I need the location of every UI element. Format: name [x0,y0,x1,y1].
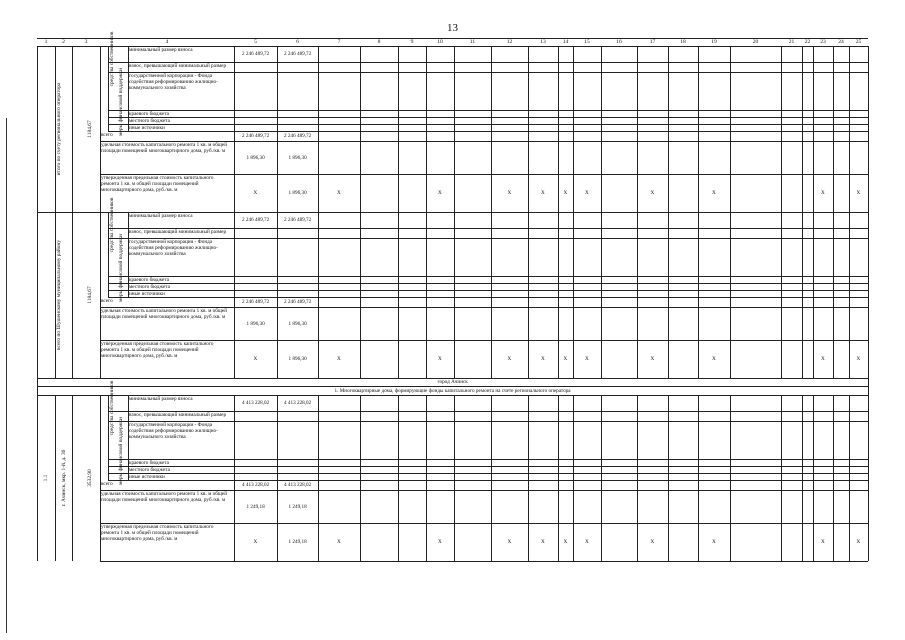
column-line [637,395,638,561]
column-line [234,212,235,378]
approved-mark-col19: X [712,190,716,196]
column-header-14: 14 [562,39,569,45]
unit-cost-col5: 1 249,18 [246,503,265,510]
approved-mark-col13: X [541,190,545,196]
total-col5: 2 246 489,72 [242,299,270,305]
approved-mark-col17: X [650,356,655,362]
approved-mark-col23: X [821,539,825,545]
approved-mark-col13: X [541,539,545,545]
group-label-owners-funds: средства собственников [109,380,115,436]
approved-mark-col5: X [253,539,258,545]
column-header-17: 17 [649,39,656,45]
approved-mark-col25: X [856,190,861,196]
group-label-owners-funds: средства собственников [109,31,115,87]
column-header-24: 24 [838,39,844,45]
column-line [698,46,699,212]
row-label-local_budget: местного бюджета [129,467,170,473]
column-line [698,212,699,378]
column-line [849,212,850,378]
column-line [491,212,492,378]
approved-mark-col7: X [337,190,341,196]
section-area: 1184,67 [87,286,93,304]
group-label-support-measures: меры финансовой поддержки [118,416,124,485]
column-line [802,395,803,561]
column-line [37,46,38,212]
column-header-7: 7 [337,39,341,45]
column-line [573,212,574,378]
column-line [37,212,38,378]
total-col6: 2 246 489,72 [284,299,312,305]
approved-mark-col7: X [337,539,341,545]
column-header-9: 9 [410,39,414,45]
column-line [37,378,38,395]
column-line [360,212,361,378]
column-header-19: 19 [711,39,717,45]
row-label-regional_budget: краевого бюджета [129,111,169,117]
column-header-6: 6 [296,39,299,45]
column-line [398,46,399,212]
column-line [558,46,559,212]
row-label-state_corp: государственной корпорации - Фонда содействия реформированию жилищно-коммунального хозяйства [129,422,218,441]
row-label-regional_budget: краевого бюджета [129,460,169,466]
column-header-2: 2 [62,39,65,45]
approved-mark-col13: X [541,356,545,362]
column-header-15: 15 [584,39,590,45]
approved-limit-col6: 1 896,30 [288,190,307,196]
total-col5: 2 246 489,72 [242,133,270,139]
row-label-above_min: взнос, превышающий минимальный размер [129,229,227,235]
approved-mark-col19: X [712,356,716,362]
column-header-10: 10 [437,39,443,45]
column-line [318,212,319,378]
unit-cost-col5: 1 896,30 [246,154,265,161]
column-header-21: 21 [788,39,795,45]
column-line [868,212,869,378]
section-area: 3532,90 [87,469,93,487]
approved-mark-col10: X [438,356,442,362]
column-line [573,46,574,212]
column-header-3: 3 [84,39,88,45]
column-line [781,395,782,561]
row-label-unit_cost: удельная стоимость капитального ремонта 1 кв. м общей площади помещений многоквартирного дома, руб./кв. м [101,491,227,504]
column-line [360,395,361,561]
column-line [426,212,427,378]
approved-mark-col12: X [507,356,512,362]
column-line [528,212,529,378]
total-col5: 4 413 228,02 [242,482,270,488]
approved-mark-col5: X [253,190,258,196]
city-heading: город Ачинск [437,379,468,385]
column-line [833,395,834,561]
row-label-other_sources: иные источники [129,291,165,297]
column-line [868,46,869,212]
column-line [277,46,278,212]
column-header-12: 12 [506,39,513,45]
row-label-approved_limit: утвержденная предельная стоимость капитального ремонта 1 кв. м общей площади помещений многоквартирного дома, руб./кв. м [101,175,214,194]
min-payment-col5: 4 413 228,02 [242,400,270,406]
column-header-23: 23 [820,39,826,45]
approved-mark-col25: X [856,539,861,545]
column-line [868,395,869,561]
row-label-state_corp: государственной корпорации - Фонда содействия реформированию жилищно-коммунального хозяйства [129,239,218,258]
column-line [698,395,699,561]
min-payment-col5: 2 246 489,72 [242,217,270,223]
approved-mark-col10: X [438,190,442,196]
approved-mark-col14: X [563,190,568,196]
approved-mark-col19: X [712,539,716,545]
column-header-22: 22 [804,39,811,45]
column-line [637,46,638,212]
row-label-above_min: взнос, превышающий минимальный размер [129,63,227,69]
column-line [558,395,559,561]
column-line [426,46,427,212]
column-header-25: 25 [855,39,862,45]
column-line [833,46,834,212]
unit-cost-col6: 1 249,18 [288,503,307,510]
unit-cost-col5: 1 896,30 [246,320,265,327]
total-col6: 4 413 228,02 [284,482,312,488]
column-line [72,212,73,378]
column-line [833,212,834,378]
approved-mark-col25: X [856,356,861,362]
approved-mark-col7: X [337,356,341,362]
column-line [668,212,669,378]
column-line [730,395,731,561]
column-line [637,212,638,378]
column-line [802,212,803,378]
section-title: г. Ачинск, мкр. 1-й, д. 30 [60,449,67,507]
column-line [234,46,235,212]
column-line [813,212,814,378]
column-line [849,46,850,212]
section-number: 1.1 [43,474,49,482]
row-label-other_sources: иные источники [129,125,165,131]
min-payment-col6: 4 413 228,02 [284,400,312,406]
column-header-5: 5 [254,39,257,45]
column-line [802,46,803,212]
column-line [528,395,529,561]
min-payment-col6: 2 246 489,72 [284,51,312,57]
column-line [55,395,56,561]
column-line [868,378,869,395]
row-label-above_min: взнос, превышающий минимальный размер [129,412,227,418]
approved-mark-col10: X [438,539,442,545]
approved-mark-col15: X [585,190,589,196]
approved-mark-col23: X [821,356,825,362]
row-label-min_payment: минимальный размер взноса [129,213,193,219]
row-label-unit_cost: удельная стоимость капитального ремонта 1 кв. м общей площади помещений многоквартирного дома, руб./кв. м [101,142,227,155]
column-line [730,212,731,378]
approved-mark-col14: X [563,356,568,362]
column-line [573,395,574,561]
row-label-other_sources: иные источники [129,474,165,480]
column-line [234,395,235,561]
column-header-8: 8 [377,39,381,45]
column-line [528,46,529,212]
group-label-owners-funds: средства собственников [109,197,115,253]
column-line [668,46,669,212]
unit-cost-col6: 1 896,30 [288,154,307,161]
column-line [601,395,602,561]
column-line [601,212,602,378]
column-header-4: 4 [165,39,169,45]
column-line [360,46,361,212]
row-label-local_budget: местного бюджета [129,284,170,290]
column-line [813,395,814,561]
column-line [318,46,319,212]
total-col6: 2 246 489,72 [284,133,312,139]
approved-mark-col12: X [507,190,512,196]
column-line [277,212,278,378]
row-label-approved_limit: утвержденная предельная стоимость капитального ремонта 1 кв. м общей площади помещений многоквартирного дома, руб./кв. м [101,524,214,543]
column-line [558,212,559,378]
group-label-support-measures: меры финансовой поддержки [118,233,124,302]
row-label-local_budget: местного бюджета [129,118,170,124]
column-line [398,212,399,378]
column-line [318,395,319,561]
row-line [100,561,868,562]
group-label-support-measures: меры финансовой поддержки [118,67,124,136]
min-payment-col6: 2 246 489,72 [284,217,312,223]
column-header-11: 11 [469,39,476,45]
row-label-total: всего [101,298,113,304]
approved-limit-col6: 1 249,18 [288,539,307,545]
column-line [454,212,455,378]
row-label-min_payment: минимальный размер взноса [129,396,193,402]
column-header-13: 13 [540,39,546,45]
column-line [491,395,492,561]
row-label-state_corp: государственной корпорации - Фонда содействия реформированию жилищно-коммунального хозяйства [129,73,218,92]
page-number: 13 [447,22,458,34]
section-title: всего по Шушенскому муниципальному району [55,239,62,351]
approved-mark-col23: X [821,190,825,196]
approved-mark-col17: X [650,539,655,545]
row-label-approved_limit: утвержденная предельная стоимость капитального ремонта 1 кв. м общей площади помещений многоквартирного дома, руб./кв. м [101,341,214,360]
row-label-total: всего [101,132,113,138]
section-subheading: 1. Многоквартирные дома, формирующие фонды капитального ремонта на счете регионального оператора [334,387,571,394]
approved-mark-col17: X [650,190,655,196]
column-line [601,46,602,212]
column-line [277,395,278,561]
approved-mark-col5: X [253,356,258,362]
column-line [426,395,427,561]
column-line [730,46,731,212]
column-line [37,395,38,561]
column-line [668,395,669,561]
column-header-20: 20 [752,39,759,45]
column-line [72,395,73,561]
column-line [398,395,399,561]
column-line [781,46,782,212]
column-header-18: 18 [680,39,686,45]
row-label-regional_budget: краевого бюджета [129,277,169,283]
min-payment-col5: 2 246 489,72 [242,51,270,57]
column-header-1: 1 [44,39,48,45]
approved-mark-col14: X [563,539,568,545]
column-line [454,46,455,212]
approved-mark-col15: X [585,356,589,362]
column-line [491,46,492,212]
column-line [849,395,850,561]
approved-mark-col12: X [507,539,512,545]
column-line [813,46,814,212]
section-title: итого по счету регионального оператора [55,82,62,176]
approved-mark-col15: X [585,539,589,545]
column-line [454,395,455,561]
row-label-unit_cost: удельная стоимость капитального ремонта 1 кв. м общей площади помещений многоквартирного дома, руб./кв. м [101,308,227,321]
row-label-min_payment: минимальный размер взноса [129,47,193,53]
section-area: 1184,67 [87,120,93,138]
column-line [72,46,73,212]
unit-cost-col6: 1 896,30 [288,320,307,327]
column-line [781,212,782,378]
column-header-16: 16 [616,39,622,45]
approved-limit-col6: 1 896,30 [288,356,307,362]
row-label-total: всего [101,481,113,487]
